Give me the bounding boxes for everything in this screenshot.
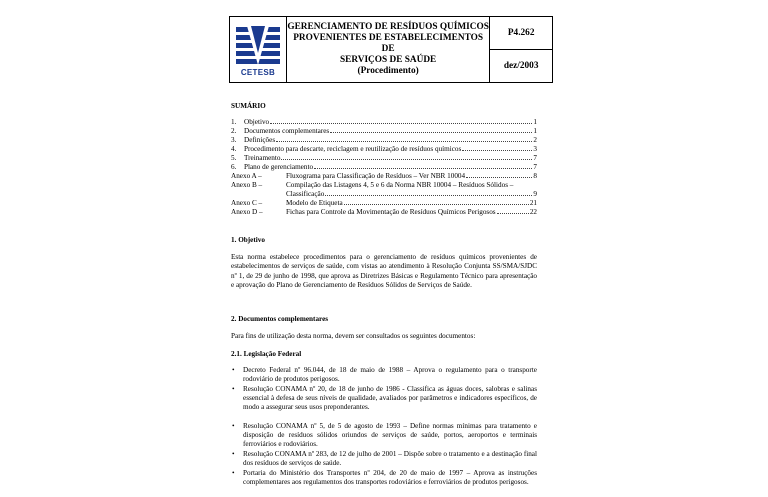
toc-label: Plano de gerenciamento xyxy=(244,163,314,171)
toc-leader xyxy=(281,158,532,160)
toc-page: 22 xyxy=(529,208,537,216)
toc-item-continuation[interactable] xyxy=(231,190,537,199)
toc-leader xyxy=(276,140,532,142)
toc-leader xyxy=(314,167,532,169)
toc-leader xyxy=(462,149,532,151)
bullet-icon: • xyxy=(232,469,235,477)
section-text-objetivo: Esta norma estabelece procedimentos para o gerenciamento de resíduos químicos provenientes de estabelecimentos de serviços de saúde, com vistas ao atendimento à Resolução Conjunta SS/SMA/SJDC nº 1, de 29 de junho de 1998, que aprova as Diretrizes Básicas e Regulamento Técnico para apresentação e aprovação do Plano de Gerenciamento de Resíduos Sólidos de Serviços de Saúde. xyxy=(231,253,537,290)
toc-number: 5. xyxy=(231,154,237,162)
toc-label: Objetivo xyxy=(244,118,270,126)
section-heading-objetivo: 1. Objetivo xyxy=(231,236,265,244)
toc-item[interactable] xyxy=(231,208,537,217)
toc-leader xyxy=(325,194,532,196)
toc-page: 7 xyxy=(533,163,537,171)
list-item-text: Resolução CONAMA nº 283, de 12 de julho de 2001 – Dispõe sobre o tratamento e a destinação final dos resíduos de serviços de saúde. xyxy=(243,450,537,468)
toc-number: Anexo C – xyxy=(231,199,263,207)
toc-label: Compilação das Listagens 4, 5 e 6 da Norma NBR 10004 – Resíduos Sólidos – xyxy=(286,181,514,189)
toc-leader xyxy=(344,203,529,205)
toc-number: 1. xyxy=(231,118,237,126)
title-line: GERENCIAMENTO DE RESÍDUOS QUÍMICOS xyxy=(287,22,489,32)
toc-label: Modelo de Etiqueta xyxy=(286,199,343,207)
toc-page: 8 xyxy=(533,172,537,180)
toc-page: 21 xyxy=(529,199,537,207)
toc-page: 1 xyxy=(533,118,537,126)
toc-number: 6. xyxy=(231,163,237,171)
toc-item[interactable] xyxy=(231,199,537,208)
toc-leader xyxy=(270,122,532,124)
toc-number: 2. xyxy=(231,127,237,135)
toc-label: Treinamento xyxy=(244,154,281,162)
toc-leader xyxy=(330,131,532,133)
logo-text: CETESB xyxy=(240,68,276,77)
toc-page: 7 xyxy=(533,154,537,162)
toc-item[interactable] xyxy=(231,127,537,136)
toc-label: Documentos complementares xyxy=(244,127,330,135)
toc-leader xyxy=(497,212,529,214)
toc-page: 2 xyxy=(533,136,537,144)
toc-page: 9 xyxy=(533,190,537,198)
toc-page: 3 xyxy=(533,145,537,153)
toc-number: 3. xyxy=(231,136,237,144)
toc-label: Fluxograma para Classificação de Resíduos – Ver NBR 10004 xyxy=(286,172,466,180)
toc-number: Anexo B – xyxy=(231,181,263,189)
section-intro-documentos: Para fins de utilização desta norma, devem ser consultados os seguintes documentos: xyxy=(231,332,476,340)
document-title xyxy=(286,17,490,83)
toc-label: Procedimento para descarte, reciclagem e reutilização de resíduos químicos xyxy=(244,145,462,153)
logo-cell xyxy=(230,17,287,83)
toc-leader xyxy=(466,176,532,178)
list-item-text: Resolução CONAMA nº 20, de 18 de junho de 1986 - Classifica as águas doces, salobras e salinas essencial à defesa de seus níveis de qualidade, avaliados por parâmetros e indicadores específicos, de modo a assegurar seus usos preponderantes. xyxy=(243,385,537,412)
toc-label: Definições xyxy=(244,136,276,144)
list-item-text: Resolução CONAMA nº 5, de 5 de agosto de 1993 – Define normas mínimas para tratamento e disposição de resíduos sólidos oriundos de serviços de saúde, portos, aeroportos e terminais ferroviários e rodoviários. xyxy=(243,422,537,449)
toc-item[interactable] xyxy=(231,163,537,172)
document-code: P4.262 xyxy=(490,17,553,50)
toc-number: Anexo A – xyxy=(231,172,262,180)
section-heading-documentos: 2. Documentos complementares xyxy=(231,315,329,323)
toc-item[interactable] xyxy=(231,118,537,127)
title-line: SERVIÇOS DE SAÚDE xyxy=(339,55,437,65)
toc-label: Fichas para Controle da Movimentação de Resíduos Químicos Perigosos xyxy=(286,208,496,216)
summary-heading: SUMÁRIO xyxy=(231,102,266,110)
title-line: (Procedimento) xyxy=(357,66,419,76)
bullet-icon: • xyxy=(232,450,235,458)
bullet-icon: • xyxy=(232,422,235,430)
toc-number: 4. xyxy=(231,145,237,153)
toc-item[interactable] xyxy=(231,154,537,163)
subsection-heading-legislacao: 2.1. Legislação Federal xyxy=(231,350,302,358)
toc-page: 1 xyxy=(533,127,537,135)
bullet-icon: • xyxy=(232,385,235,393)
list-item-text: Portaria do Ministério dos Transportes nº 204, de 20 de maio de 1997 – Aprova as instruções complementares aos regulamentos dos transportes rodoviários e ferroviários de produtos perigosos. xyxy=(243,469,537,487)
toc-item[interactable] xyxy=(231,145,537,154)
bullet-icon: • xyxy=(232,366,235,374)
toc-item[interactable] xyxy=(231,181,537,190)
document-date: dez/2003 xyxy=(490,50,553,83)
cetesb-logo-icon xyxy=(234,24,282,68)
list-item-text: Decreto Federal nº 96.044, de 18 de maio de 1988 – Aprova o regulamento para o transporte rodoviário de produtos perigosos. xyxy=(243,366,537,384)
toc-item[interactable] xyxy=(231,172,537,181)
title-line: PROVENIENTES DE ESTABELECIMENTOS DE xyxy=(293,33,484,54)
toc-number: Anexo D – xyxy=(231,208,263,216)
document-header xyxy=(229,16,553,83)
toc-label: Classificação xyxy=(286,190,325,198)
toc-item[interactable] xyxy=(231,136,537,145)
